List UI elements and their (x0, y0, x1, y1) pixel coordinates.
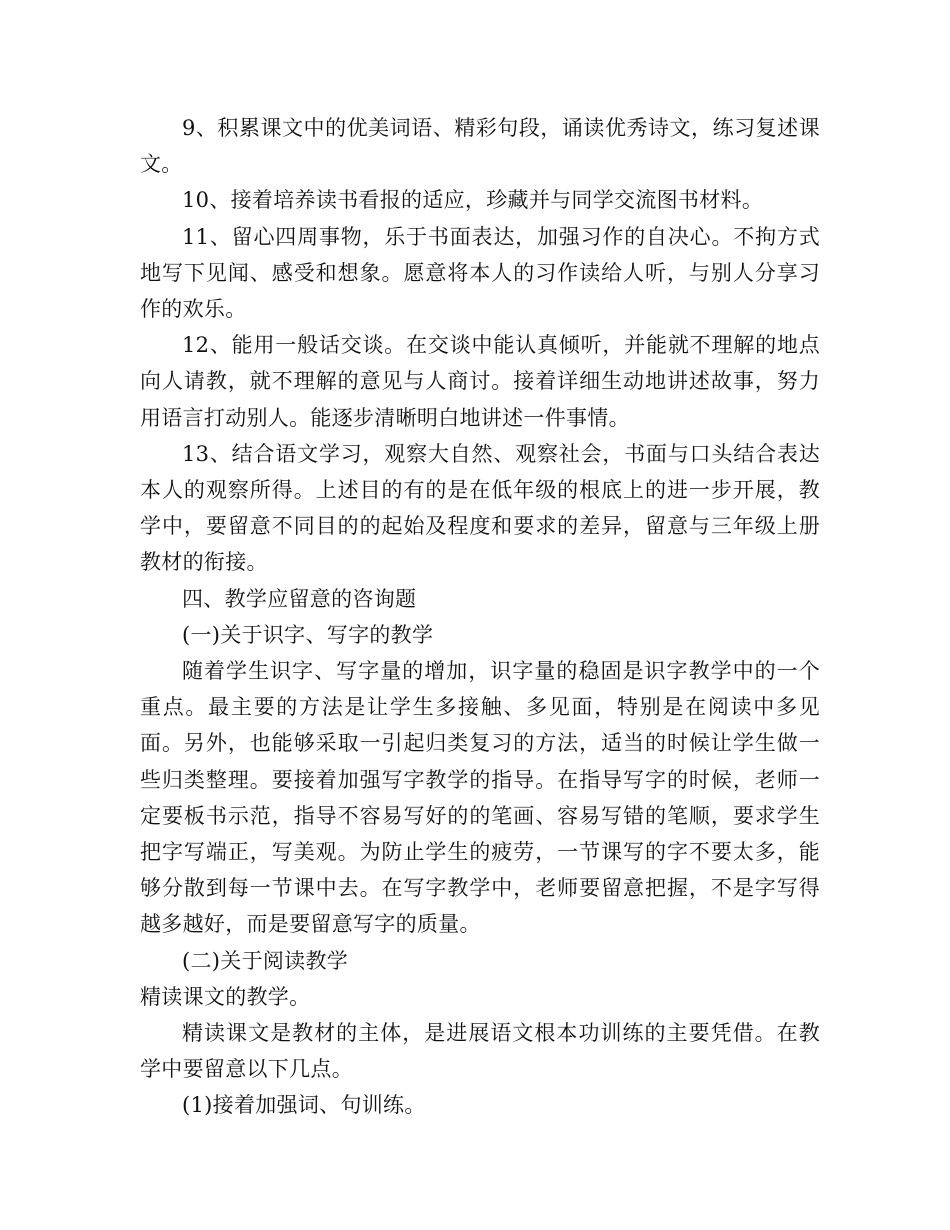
paragraph-goal-12: 12、能用一般话交谈。在交谈中能认真倾听，并能就不理解的地点向人请教，就不理解的意见与人商讨。接着详细生动地讲述故事，努力用语言打动别人。能逐步清晰明白地讲述一件事情。 (140, 333, 820, 430)
paragraph-goal-11: 11、留心四周事物，乐于书面表达，加强习作的自决心。不拘方式地写下见闻、感受和想象。愿意将本人的习作读给人听，与别人分享习作的欢乐。 (140, 224, 820, 322)
paragraph-point-1: (1)接着加强词、句训练。 (182, 1093, 426, 1118)
paragraph-literacy-writing: 随着学生识字、写字量的增加，识字量的稳固是识字教学中的一个重点。最主要的方法是让学生多接触、多见面，特别是在阅读中多见面。另外，也能够采取一引起归类复习的方法，适当的时候让学生做一些归类整理。要接着加强写字教学的指导。在指导写字的时候，老师一定要板书示范，指导不容易写好的的笔画、容易写错的笔顺，要求学生把字写端正，写美观。为防止学生的疲劳，一节课写的字不要太多，能够分散到每一节课中去。在写字教学中，老师要留意把握，不是字写得越多越好，而是要留意写字的质量。 (140, 659, 820, 937)
paragraph-goal-9: 9、积累课文中的优美词语、精彩句段，诵读优秀诗文，练习复述课文。 (140, 116, 820, 177)
section-heading-4: 四、教学应留意的咨询题 (182, 586, 417, 611)
paragraph-goal-10: 10、接着培养读书看报的适应，珍藏并与同学交流图书材料。 (182, 188, 764, 213)
paragraph-intensive-reading-title: 精读课文的教学。 (140, 984, 311, 1009)
subsection-heading-reading: (二)关于阅读教学 (182, 948, 349, 973)
paragraph-intensive-reading: 精读课文是教材的主体，是进展语文根本功训练的主要凭借。在教学中要留意以下几点。 (140, 1021, 820, 1082)
paragraph-goal-13: 13、结合语文学习，观察大自然、观察社会，书面与口头结合表达本人的观察所得。上述目的有的是在低年级的根底上的进一步开展，教学中，要留意不同目的的起始及程度和要求的差异，留意与三年级上册教材的衔接。 (140, 441, 820, 575)
document-body (140, 110, 820, 1124)
subsection-heading-literacy: (一)关于识字、写字的教学 (182, 622, 434, 647)
